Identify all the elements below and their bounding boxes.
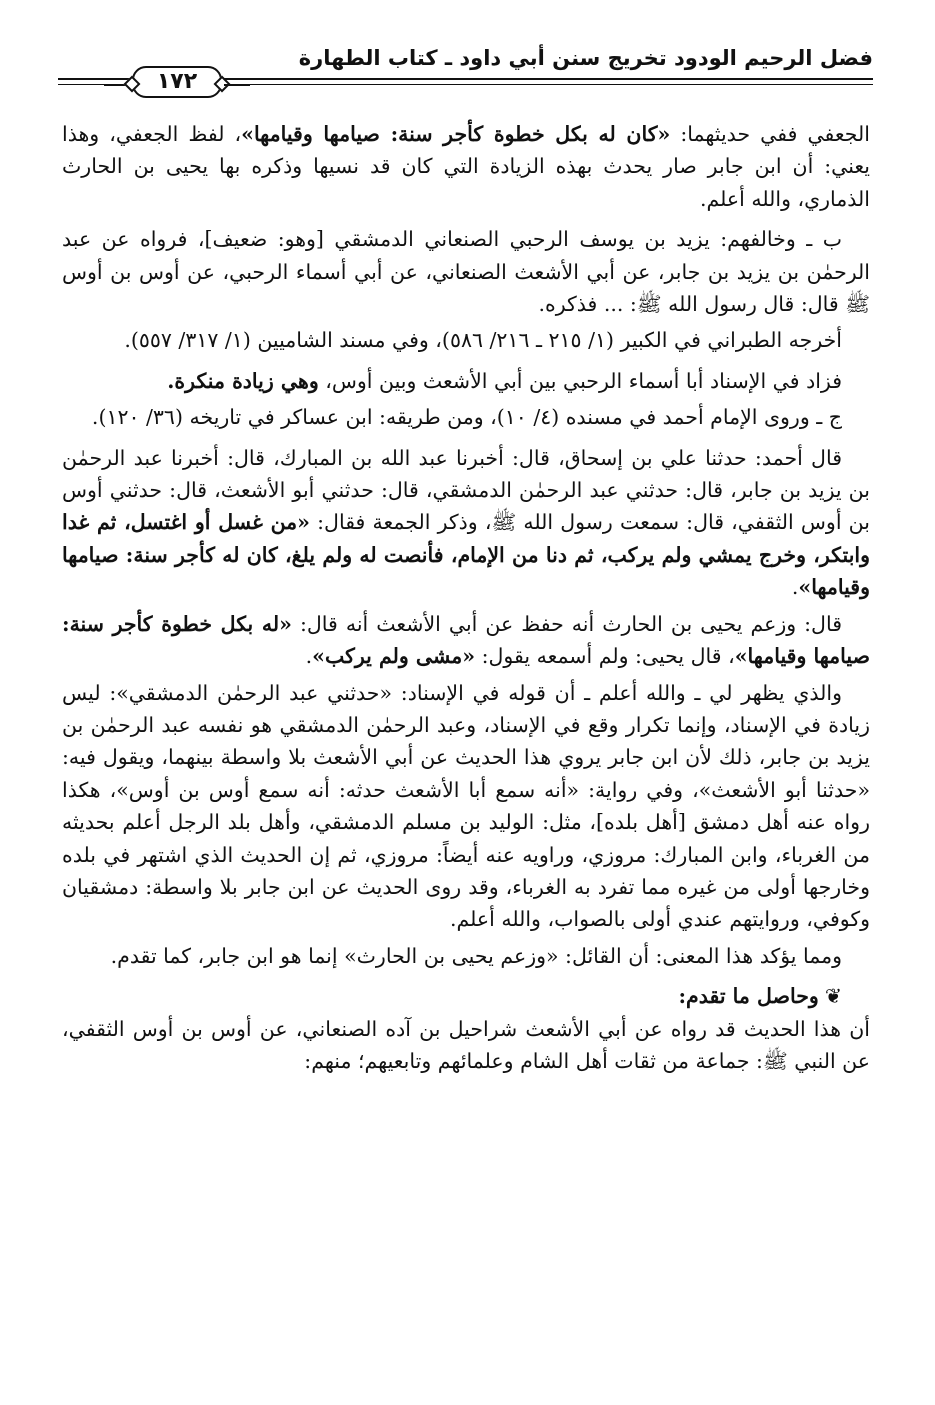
page-number-frame — [118, 64, 236, 100]
text-run: ج ـ وروى الإمام أحمد في مسنده (٤/ ١٠)، ومن طريقه: ابن عساكر في تاريخه (٣٦/ ١٢٠). — [91, 405, 842, 430]
paragraph — [62, 442, 870, 604]
text-run: ، قال يحيى: ولم أسمعه يقول: — [475, 644, 735, 669]
page-body — [62, 118, 870, 1081]
paragraph — [62, 608, 870, 673]
paragraph — [62, 365, 870, 397]
paragraph — [62, 223, 870, 320]
text-run: قال: وزعم يحيى بن الحارث أنه حفظ عن أبي الأشعث أنه قال: — [291, 611, 842, 636]
paragraph — [62, 118, 870, 215]
bold-text-run: «مشى ولم يركب» — [312, 644, 476, 669]
text-run: . — [791, 575, 799, 600]
text-run: ، لفظ الجعفي، وهذا يعني: أن ابن جابر صار يحدث بهذه الزيادة التي كان قد نسيها وذكره بها يحيى بن الحارث الذماري، والله أعلم. — [62, 122, 870, 211]
text-run: أخرجه الطبراني في الكبير (١/ ٢١٥ ـ ٢١٦/ ٥٨٦)، وفي مسند الشاميين (١/ ٣١٧/ ٥٥٧). — [124, 328, 842, 353]
bold-text-run: «كان له بكل خطوة كأجر سنة: صيامها وقيامها» — [241, 122, 671, 146]
bold-text-run: «من غسل أو اغتسل، ثم غدا وابتكر، وخرج يمشي ولم يركب، ثم دنا من الإمام، فأنصت له ولم يلغ، كان له كأجر سنة: صيامها وقيامها» — [62, 510, 870, 600]
paragraph — [62, 401, 870, 433]
ornament-lines-right — [224, 78, 250, 90]
paragraph — [62, 324, 870, 356]
text-run: قال أحمد: حدثنا علي بن إسحاق، قال: أخبرنا عبد الله بن المبارك، قال: أخبرنا عبد الرحمٰن بن يزيد بن جابر، قال: حدثني عبد الرحمٰن الدمشقي، قال: حدثني أبو الأشعث، قال: حدثني أوس بن أوس الثقفي، قال: سمعت رسول الله ﷺ، وذكر الجمعة فقال: — [62, 445, 870, 535]
bold-text-run: وهي زيادة منكرة. — [167, 368, 319, 393]
running-title: فضل الرحيم الودود تخريج سنن أبي داود ـ كتاب الطهارة — [298, 46, 873, 70]
text-run: ب ـ وخالفهم: يزيد بن يوسف الرحبي الصنعاني الدمشقي [وهو: ضعيف]، فرواه عن عبد الرحمٰن بن يزيد بن جابر، عن أبي الأشعث الصنعاني، عن أبي أسماء الرحبي، عن أوس بن أوس ﷺ قال: قال رسول الله ﷺ: ... فذكره. — [62, 227, 870, 317]
summary-heading — [62, 980, 870, 1012]
summary-heading-text: وحاصل ما تقدم: — [678, 984, 819, 1009]
text-run: الجعفي ففي حديثهما: — [670, 122, 870, 146]
page-number: ١٧٢ — [132, 66, 222, 98]
text-run: ومما يؤكد هذا المعنى: أن القائل: «وزعم يحيى بن الحارث» إنما هو ابن جابر، كما تقدم. — [110, 943, 842, 968]
summary-text: أن هذا الحديث قد رواه عن أبي الأشعث شراحيل بن آده الصنعاني، عن أوس بن أوس الثقفي، عن النبي ﷺ: جماعة من ثقات أهل الشام وعلمائهم وتابعيهم؛ منهم: — [62, 1016, 870, 1073]
paragraph — [62, 940, 870, 972]
leaf-ornament-icon: ❦ — [824, 984, 842, 1009]
text-run: . — [305, 644, 313, 669]
page-header — [58, 40, 873, 102]
text-run: والذي يظهر لي ـ والله أعلم ـ أن قوله في الإسناد: «حدثني عبد الرحمٰن الدمشقي»: ليس زيادة في الإسناد، وإنما تكرار وقع في الإسناد، وعبد الرحمٰن الدمشقي هو نفسه عبد الرحمٰن بن يزيد بن جابر، ذلك لأن ابن جابر يروي هذا الحديث عن أبي الأشعث بلا واسطة بينهما، ويقول فيه: «حدثنا أبو الأشعث»، وفي رواية: «أنه سمع أبا الأشعث حدثه: أنه سمع أوس بن أوس»، هكذا رواه عنه أهل دمشق [أهل بلده]، مثل: الوليد بن مسلم الدمشقي، وأهل بلد الرجل أعلم بحديثه من الغرباء، وابن المبارك: مروزي، وراويه عنه أيضاً: مروزي، ثم إن الحديث الذي اشتهر في بلده وخارجها أولى من غيره مما تفرد به الغرباء، وقد روى الحديث عن ابن جابر بلا واسطة: دمشقيان وكوفي، وروايتهم عندي أولى بالصواب، والله أعلم. — [62, 680, 870, 932]
text-run: فزاد في الإسناد أبا أسماء الرحبي بين أبي الأشعث وبين أوس، — [318, 368, 842, 393]
paragraph — [62, 677, 870, 936]
bold-text-run: «له بكل خطوة كأجر سنة: صيامها وقيامها» — [62, 611, 870, 669]
